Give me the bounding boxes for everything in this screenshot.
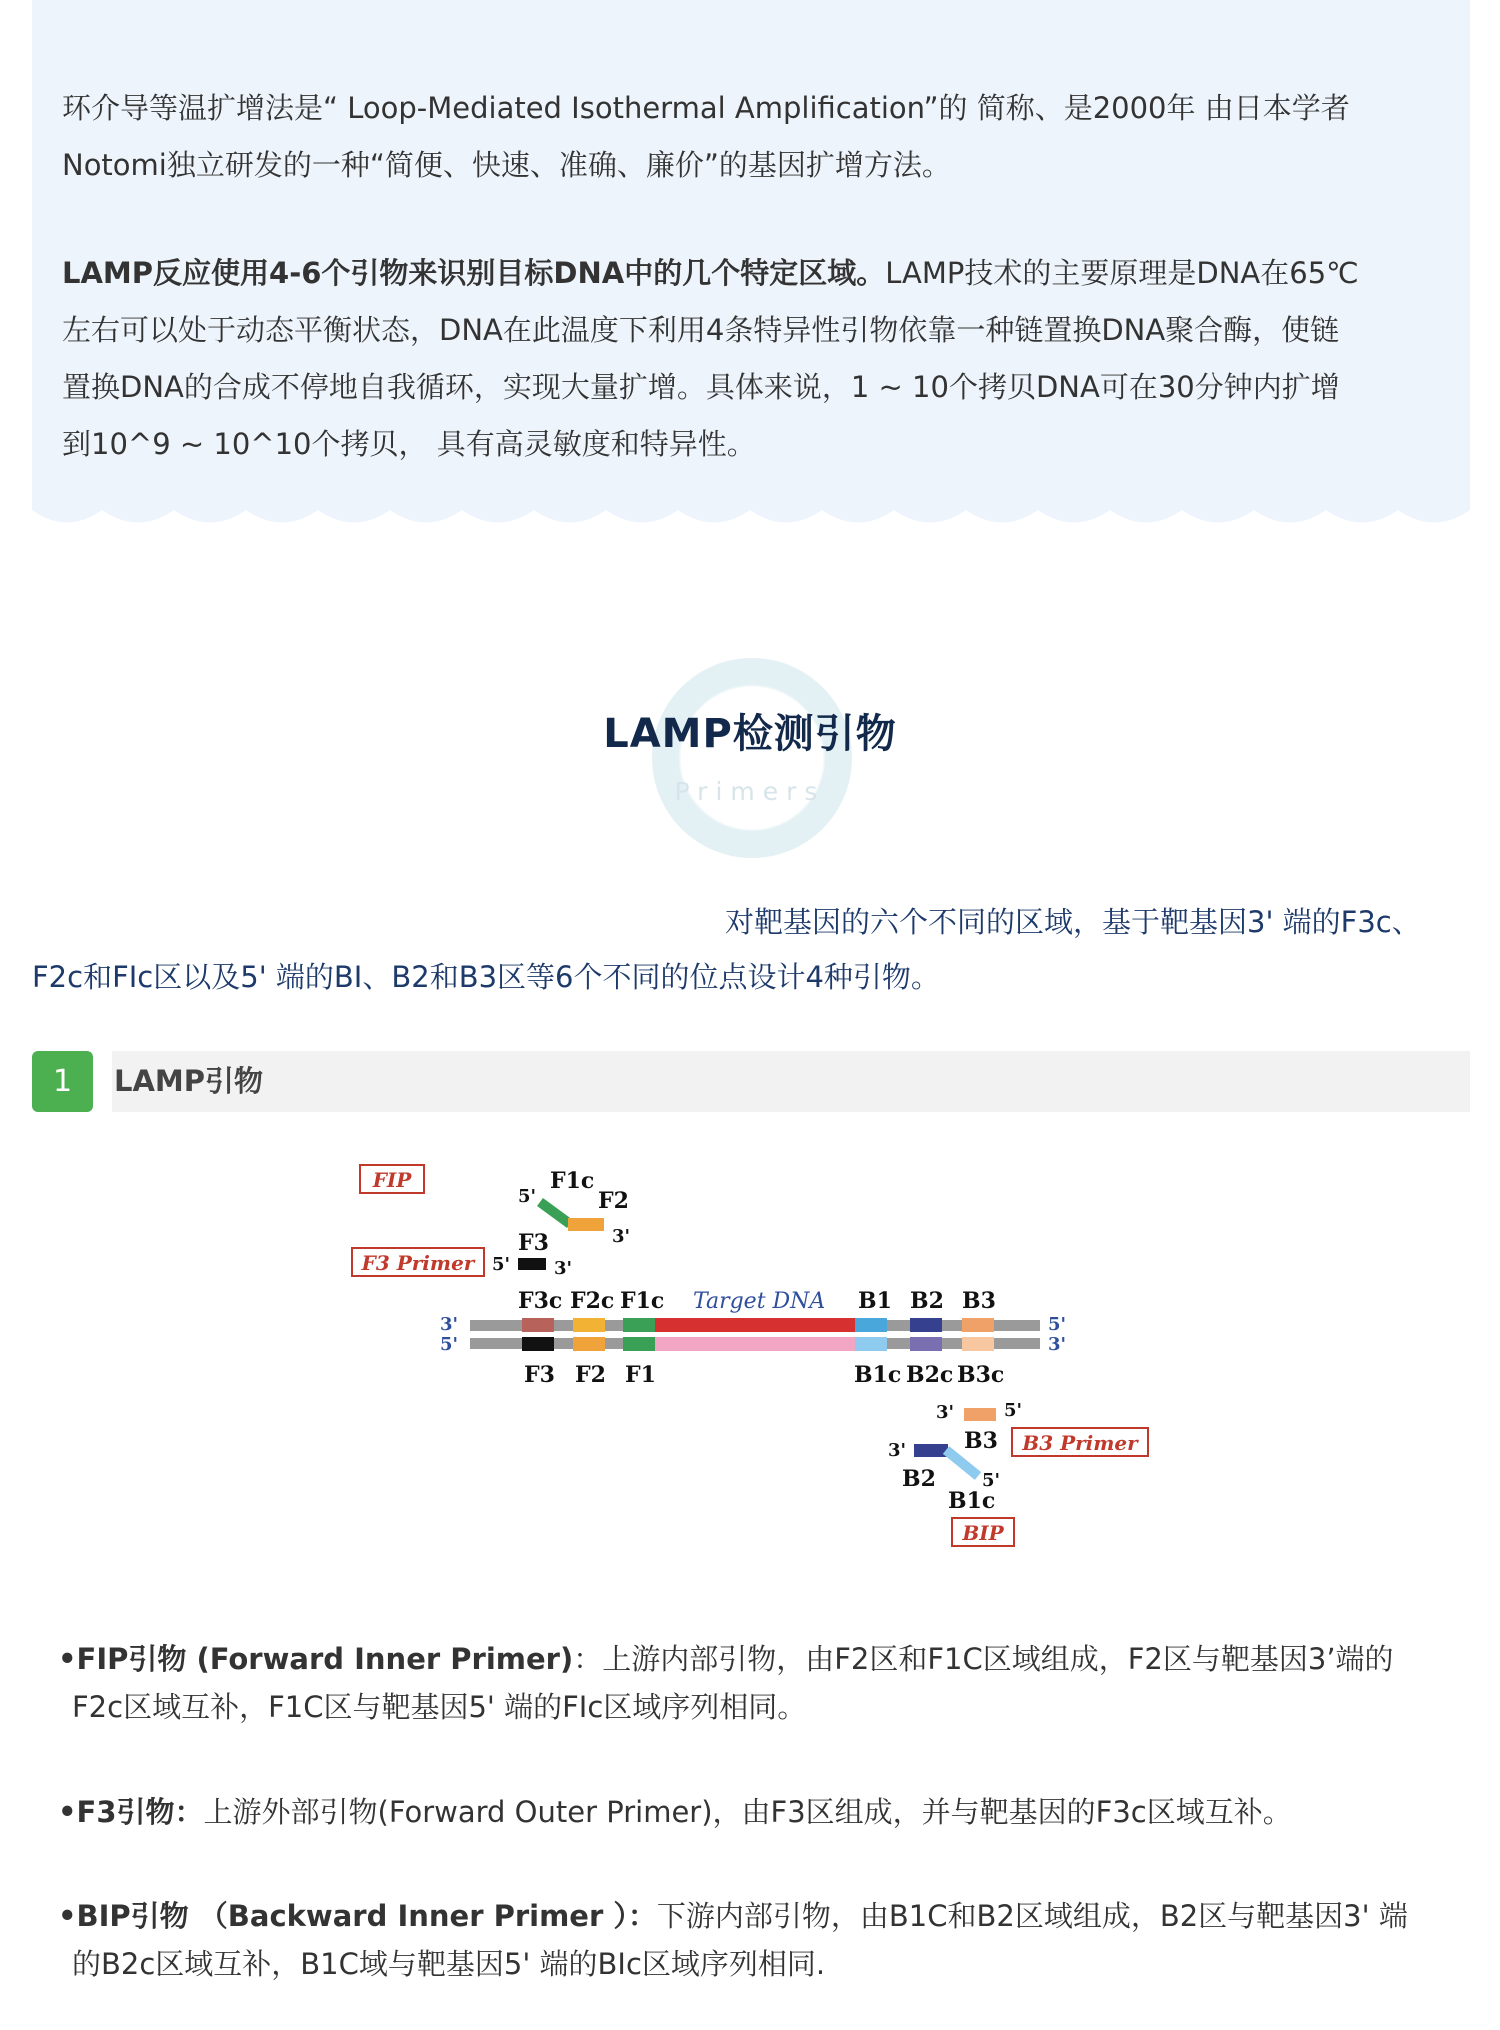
region-label-b2c: B2c	[906, 1362, 954, 1388]
lamp-primer-diagram	[340, 1150, 1170, 1570]
f3-primer-label: F3 Primer	[361, 1251, 475, 1275]
region-f3	[522, 1337, 554, 1351]
intro-paragraph-1	[62, 80, 1444, 194]
b1c-label: B1c	[948, 1488, 996, 1514]
section-subtitle: Primers	[674, 777, 826, 806]
region-f1c	[623, 1318, 655, 1332]
bullet-fip-cont: F2c区域互补，F1C区与靶基因5' 端的FIc区域序列相同。	[72, 1690, 807, 1724]
fip-f2-segment	[568, 1218, 604, 1231]
region-f3c	[522, 1318, 554, 1332]
region-b2c	[910, 1337, 942, 1351]
region-label-f3: F3	[524, 1362, 555, 1388]
intro-p1-line2: Notomi独立研发的一种“简便、快速、准确、廉价”的基因扩增方法。	[62, 148, 951, 182]
region-label-b2: B2	[910, 1288, 944, 1314]
intro-p2-line4: 到10^9 ~ 10^10个拷贝， 具有高灵敏度和特异性。	[62, 427, 756, 461]
region-label-f3c: F3c	[518, 1288, 563, 1314]
section-title: LAMP检测引物	[603, 711, 897, 757]
bip-5prime-label: 5'	[982, 1470, 1001, 1491]
bip-3prime-label: 3'	[888, 1440, 907, 1461]
strand-bottom-3prime: 3'	[1048, 1334, 1067, 1355]
b3-primer-3prime: 3'	[936, 1402, 955, 1423]
bullet-bip-cont: 的B2c区域互补，B1C域与靶基因5' 端的BIc区域序列相同.	[72, 1947, 826, 1981]
region-b2	[910, 1318, 942, 1332]
region-label-b3: B3	[962, 1288, 996, 1314]
bullet-bip-text: 下游内部引物，由B1C和B2区域组成，B2区与靶基因3' 端	[656, 1899, 1408, 1933]
subsection-number-badge: 1	[32, 1051, 93, 1112]
region-target-top	[655, 1318, 855, 1332]
bip-b2-segment	[914, 1444, 948, 1457]
b3-primer-5prime: 5'	[1004, 1400, 1023, 1421]
region-f2	[573, 1337, 605, 1351]
f3-primer-3prime: 3'	[554, 1258, 573, 1279]
bullet-f3-bold: •F3引物：	[58, 1795, 204, 1829]
strand-top-3prime: 3'	[440, 1314, 459, 1335]
subsection-label: LAMP引物	[114, 1064, 264, 1098]
bottom-region-labels	[524, 1362, 1004, 1388]
fip-f1c-label: F1c	[550, 1168, 595, 1194]
description-line2: F2c和FIc区以及5' 端的BI、B2和B3区等6个不同的位点设计4种引物。	[32, 960, 940, 994]
description-line1: 对靶基因的六个不同的区域，基于靶基因3' 端的F3c、	[725, 905, 1421, 939]
intro-paragraph-2	[62, 245, 1444, 473]
region-b3c	[962, 1337, 994, 1351]
region-label-f2c: F2c	[570, 1288, 615, 1314]
intro-p2-line3: 置换DNA的合成不停地自我循环，实现大量扩增。具体来说，1 ~ 10个拷贝DNA可在30分钟内扩增	[62, 370, 1340, 404]
strand-top-5prime: 5'	[1048, 1314, 1067, 1335]
fip-3prime-label: 3'	[612, 1226, 631, 1247]
primer-description	[32, 895, 1472, 1005]
f3-primer-segment	[518, 1258, 546, 1270]
bullet-bip	[58, 1892, 1458, 1988]
b2-label: B2	[902, 1466, 936, 1492]
region-label-f1c: F1c	[620, 1288, 665, 1314]
region-label-b3c: B3c	[957, 1362, 1005, 1388]
region-b1	[855, 1318, 887, 1332]
bullet-f3	[58, 1788, 1458, 1836]
region-target-bottom	[655, 1337, 855, 1351]
bullet-fip	[58, 1635, 1458, 1731]
region-label-b1: B1	[858, 1288, 892, 1314]
f3-primer-5prime: 5'	[492, 1254, 511, 1275]
region-f1	[623, 1337, 655, 1351]
wave-divider	[32, 490, 1470, 540]
fip-f1c-segment	[540, 1202, 570, 1224]
b3-label: B3	[964, 1428, 998, 1454]
bullet-fip-text: ：上游内部引物，由F2区和F1C区域组成，F2区与靶基因3’端的	[573, 1642, 1394, 1676]
subsection-header-bar	[112, 1051, 1470, 1112]
f3-label: F3	[518, 1230, 549, 1256]
target-dna-label: Target DNA	[693, 1289, 826, 1314]
intro-p2-bold: LAMP反应使用4-6个引物来识别目标DNA中的几个特定区域。	[62, 256, 886, 290]
bip-label: BIP	[962, 1521, 1004, 1545]
region-b1c	[855, 1337, 887, 1351]
region-b3	[962, 1318, 994, 1332]
region-f2c	[573, 1318, 605, 1332]
region-label-b1c: B1c	[854, 1362, 902, 1388]
b3-primer-label: B3 Primer	[1022, 1431, 1138, 1455]
fip-f2-label: F2	[598, 1188, 629, 1214]
intro-p1-line1: 环介导等温扩增法是“ Loop-Mediated Isothermal Amplification”的 简称、是2000年 由日本学者	[62, 91, 1350, 125]
bullet-f3-text: 上游外部引物(Forward Outer Primer)，由F3区组成，并与靶基因的F3c区域互补。	[203, 1795, 1292, 1829]
region-label-f2: F2	[575, 1362, 606, 1388]
region-label-f1: F1	[625, 1362, 656, 1388]
bullet-bip-bold: •BIP引物 （Backward Inner Primer ）：	[58, 1899, 657, 1933]
intro-p2-line2: 左右可以处于动态平衡状态，DNA在此温度下利用4条特异性引物依靠一种链置换DNA聚合酶，使链	[62, 313, 1340, 347]
fip-label: FIP	[372, 1168, 412, 1192]
fip-5prime-label: 5'	[518, 1186, 537, 1207]
top-region-labels	[518, 1288, 996, 1314]
b3-primer-segment	[964, 1408, 996, 1421]
bullet-fip-bold: •FIP引物 (Forward Inner Primer)	[58, 1642, 574, 1676]
strand-bottom-5prime: 5'	[440, 1334, 459, 1355]
intro-p2-line1: LAMP技术的主要原理是DNA在65℃	[885, 256, 1359, 290]
